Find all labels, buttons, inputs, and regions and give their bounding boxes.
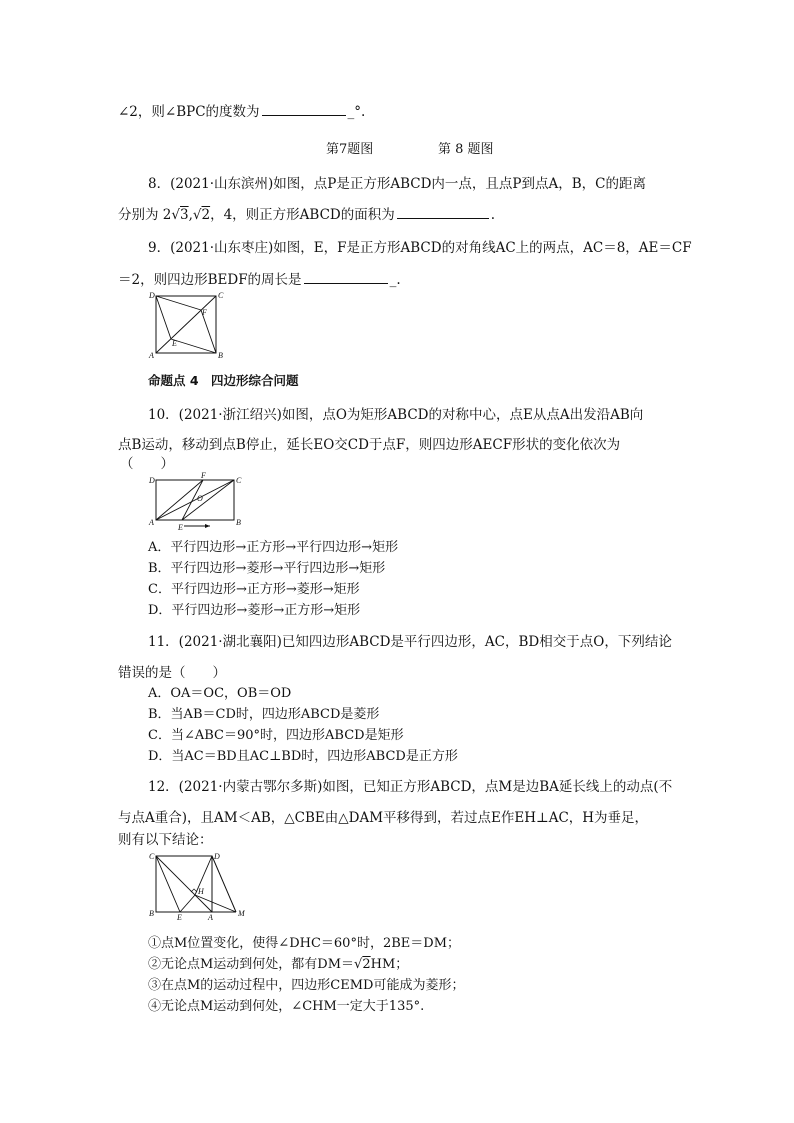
- q9-line-2: [118, 268, 401, 288]
- q9-answer-blank: [304, 282, 388, 284]
- segment-eb: [171, 339, 216, 353]
- q7-tail-line: [118, 100, 365, 120]
- label-b: B: [236, 518, 241, 527]
- sqrt-sign: √: [354, 957, 363, 972]
- label-d: D: [149, 476, 155, 485]
- label-a: A: [208, 913, 213, 922]
- segment-ec: [182, 480, 234, 520]
- segment-ce: [156, 856, 180, 912]
- q12-c2-suffix: HM；: [370, 957, 409, 972]
- diagonal-ac: [156, 296, 216, 353]
- sqrt-radicand-2: 2: [362, 957, 371, 972]
- label-c: C: [218, 291, 224, 300]
- q12-conclusion-1: ①点M位置变化，使得∠DHC＝60°时，2BE＝DM；: [148, 936, 461, 951]
- q10-option-c: C．平行四边形→正方形→菱形→矩形: [148, 582, 360, 597]
- q11-option-a: A．OA＝OC，OB＝OD: [148, 686, 292, 701]
- q11-option-d: D．当AC＝BD且AC⊥BD时，四边形ABCD是正方形: [148, 749, 458, 764]
- label-e: E: [172, 339, 177, 348]
- q9-line-1: 9．(2021·山东枣庄)如图，E，F是正方形ABCD的对角线AC上的两点，AC＝8，AE＝CF: [148, 240, 692, 256]
- sqrt-sign: √: [171, 207, 180, 223]
- q12-conclusion-3: ③在点M的运动过程中，四边形CEMD可能成为菱形；: [148, 978, 465, 993]
- q12-conclusion-4: ④无论点M运动到何处，∠CHM一定大于135°.: [148, 999, 425, 1014]
- q11-option-c: C．当∠ABC＝90°时，四边形ABCD是矩形: [148, 728, 404, 743]
- sqrt-radicand-2: 2: [201, 207, 211, 223]
- q10-figure: [148, 470, 248, 532]
- label-d: D: [149, 291, 155, 300]
- q12-c2-prefix: ②无论点M运动到何处，都有DM＝: [148, 957, 355, 972]
- section-heading: 命题点 4 四边形综合问题: [148, 373, 299, 388]
- q12-line-3: 则有以下结论：: [118, 832, 213, 848]
- q8-answer-blank: [397, 217, 489, 219]
- right-angle-mark: [191, 889, 197, 892]
- motion-arrow-head: [205, 524, 210, 528]
- figure-8-caption: 第 8 题图: [438, 142, 494, 157]
- q10-option-a: A．平行四边形→正方形→平行四边形→矩形: [148, 540, 399, 555]
- q11-line-1: 11．(2021·湖北襄阳)已知四边形ABCD是平行四边形，AC，BD相交于点O，下列结论: [148, 634, 672, 650]
- q8-line-2: [118, 203, 495, 223]
- q12-conclusion-2: [148, 953, 408, 972]
- label-c: C: [236, 476, 242, 485]
- q12-line-1: 12．(2021·内蒙古鄂尔多斯)如图，已知正方形ABCD，点M是边BA延长线上的动点(不: [148, 779, 673, 795]
- label-d: D: [214, 852, 220, 861]
- sqrt-sign: √: [192, 207, 202, 223]
- q7-suffix: _°.: [347, 104, 366, 120]
- sqrt-radicand-3: 3: [180, 207, 189, 223]
- q7-text: ∠2，则∠BPC的度数为: [118, 104, 260, 120]
- q10-option-d: D．平行四边形→菱形→正方形→矩形: [148, 603, 361, 618]
- label-e: E: [177, 913, 182, 922]
- q9-suffix: _.: [389, 272, 401, 288]
- q8-prefix: 分别为 2: [118, 207, 172, 223]
- label-c: C: [149, 852, 155, 861]
- comma: ,: [188, 207, 193, 223]
- segment-fd: [156, 296, 201, 310]
- q8-mid: ，4，则正方形ABCD的面积为: [210, 207, 395, 223]
- label-e: E: [178, 523, 183, 532]
- label-o: O: [197, 494, 203, 503]
- q11-option-b: B．当AB＝CD时，四边形ABCD是菱形: [148, 707, 380, 722]
- q10-answer-paren: （ ）: [120, 456, 174, 472]
- q10-line-1: 10．(2021·浙江绍兴)如图，点O为矩形ABCD的对称中心，点E从点A出发沿AB向: [148, 407, 644, 423]
- diagonal-ac: [156, 480, 234, 520]
- label-b: B: [149, 909, 154, 918]
- label-f: F: [201, 471, 206, 480]
- q8-suffix: .: [490, 207, 496, 223]
- label-a: A: [149, 351, 154, 360]
- diagonal-ca: [156, 856, 212, 912]
- q8-line-1: 8．(2021·山东滨州)如图，点P是正方形ABCD内一点，且点P到点A，B，C的距离: [148, 176, 647, 192]
- label-h: H: [198, 887, 204, 896]
- q9-prefix: ＝2，则四边形BEDF的周长是: [118, 272, 302, 288]
- figure-7-caption: 第7题图: [326, 142, 374, 157]
- label-a: A: [149, 518, 154, 527]
- q9-figure: [148, 288, 224, 360]
- q12-figure: [144, 848, 256, 922]
- q10-option-b: B．平行四边形→菱形→平行四边形→矩形: [148, 561, 386, 576]
- q12-line-2: 与点A重合)，且AM＜AB，△CBE由△DAM平移得到，若过点E作EH⊥AC，H为垂足，: [118, 810, 649, 826]
- segment-de: [156, 296, 171, 339]
- label-f: F: [202, 308, 207, 317]
- q7-answer-blank: [262, 114, 346, 116]
- label-m: M: [238, 909, 245, 918]
- q10-line-2: 点B运动，移动到点B停止，延长EO交CD于点F，则四边形AECF形状的变化依次为: [118, 437, 621, 453]
- segment-eh: [180, 895, 195, 912]
- label-b: B: [218, 351, 223, 360]
- q11-line-2: 错误的是（ ）: [118, 665, 226, 681]
